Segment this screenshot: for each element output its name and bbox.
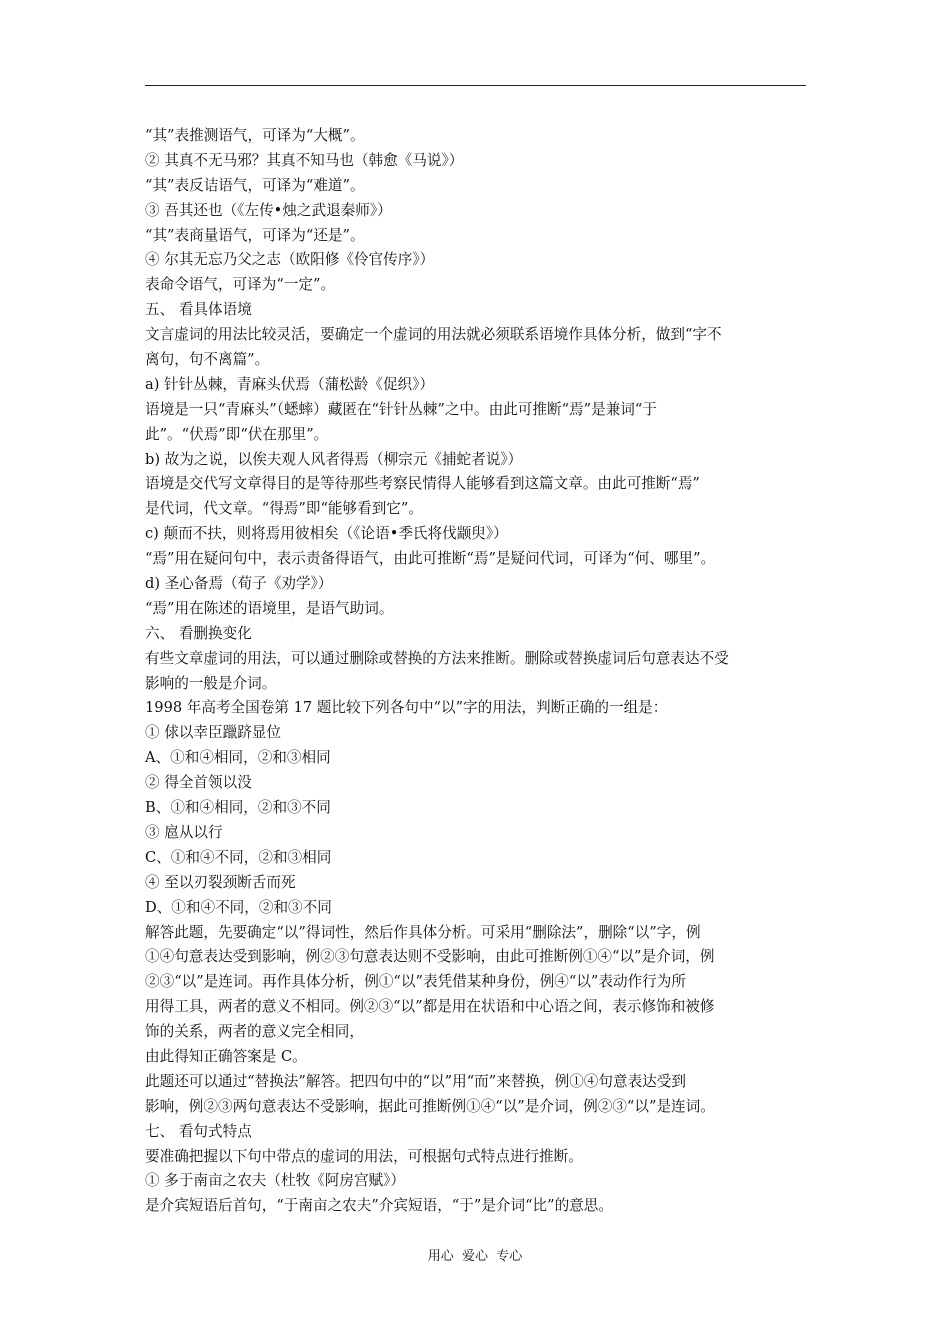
text-line: 是代词，代文章。“得焉”即“能够看到它”。 [145,500,423,518]
text-line: 解答此题，先要确定“以”得词性，然后作具体分析。可采用“删除法”，删除“以”字，例 [145,923,701,941]
text-line: 七、 看句式特点 [145,1122,252,1140]
text-line: ④ 至以刃裂颈断舌而死 [145,873,296,891]
header-rule [145,85,806,86]
text-line: c) 颠而不扶，则将焉用彼相矣（《论语•季氏将伐颛臾》） [145,525,508,543]
text-line: ③ 扈从以行 [145,823,223,841]
text-line: 影响，例②③两句意表达不受影响，据此可推断例①④“以”是介词，例②③“以”是连词。 [145,1097,715,1115]
text-line: ① 多于南亩之农夫（杜牧《阿房宫赋》） [145,1172,406,1190]
text-line: A、①和④相同，②和③相同 [145,749,331,767]
text-line: 表命令语气，可译为“一定”。 [145,276,336,294]
text-line: 六、 看删换变化 [145,624,252,642]
text-line: b) 故为之说，以俟夫观人风者得焉（柳宗元《捕蛇者说》） [145,450,523,468]
text-line: 离句，句不离篇”。 [145,351,270,369]
document-body [145,124,825,1219]
text-line: ① 俅以幸臣躐跻显位 [145,724,281,742]
text-line: 要准确把握以下句中带点的虚词的用法，可根据句式特点进行推断。 [145,1147,583,1165]
text-line: 饰的关系，两者的意义完全相同， [145,1023,364,1041]
text-line: d) 圣心备焉（荀子《劝学》） [145,575,333,593]
text-line: “其”表反诘语气，可译为“难道”。 [145,176,365,194]
text-line: 语境是交代写文章得目的是等待那些考察民情得人能够看到这篇文章。由此可推断“焉” [145,475,700,493]
text-line: 影响的一般是介词。 [145,674,277,692]
text-line: 是介宾短语后首句，“于南亩之农夫”介宾短语，“于”是介词“比”的意思。 [145,1197,613,1215]
text-line: D、①和④不同，②和③不同 [145,898,332,916]
text-line: ④ 尔其无忘乃父之志（欧阳修《伶官传序》） [145,251,435,269]
text-line: 1998 年高考全国卷第 17 题比较下列各句中“以”字的用法，判断正确的一组是： [145,699,668,717]
text-line: C、①和④不同，②和③相同 [145,848,332,866]
page-footer: 用心 爱心 专心 [427,1249,523,1264]
text-line: “其”表商量语气，可译为“还是”。 [145,226,365,244]
text-line: 此题还可以通过“替换法”解答。把四句中的“以”用“而”来替换，例①④句意表达受到 [145,1072,686,1090]
text-line: “焉”用在陈述的语境里，是语气助词。 [145,599,394,617]
text-line: a) 针针丛棘，青麻头伏焉（蒲松龄《促织》） [145,375,435,393]
text-line: ② 得全首领以没 [145,774,252,792]
text-line: ③ 吾其还也（《左传•烛之武退秦师》） [145,201,392,219]
text-line: 此”。“伏焉”即“伏在那里”。 [145,425,329,443]
text-line: 用得工具，两者的意义不相同。例②③“以”都是用在状语和中心语之间，表示修饰和被修 [145,998,715,1016]
text-line: 五、 看具体语境 [145,301,252,319]
text-line: ②③“以”是连词。再作具体分析，例①“以”表凭借某种身份，例④“以”表动作行为所 [145,973,686,991]
text-line: 有些文章虚词的用法，可以通过删除或替换的方法来推断。删除或替换虚词后句意表达不受 [145,649,729,667]
text-line: B、①和④相同，②和③不同 [145,799,331,817]
text-line: “焉”用在疑问句中，表示责备得语气，由此可推断“焉”是疑问代词，可译为“何、哪里”。 [145,550,716,568]
text-line: 文言虚词的用法比较灵活，要确定一个虚词的用法就必须联系语境作具体分析，做到“字不 [145,326,722,344]
text-line: 由此得知正确答案是 C。 [145,1047,307,1065]
text-line: ② 其真不无马邪？其真不知马也（韩愈《马说》） [145,151,464,169]
text-line: ①④句意表达受到影响，例②③句意表达则不受影响，由此可推断例①④“以”是介词，例 [145,948,715,966]
text-line: “其”表推测语气，可译为“大概”。 [145,127,365,144]
text-line: 语境是一只“青麻头”（蟋蟀）藏匿在“针针丛棘”之中。由此可推断“焉”是兼词“于 [145,400,657,418]
